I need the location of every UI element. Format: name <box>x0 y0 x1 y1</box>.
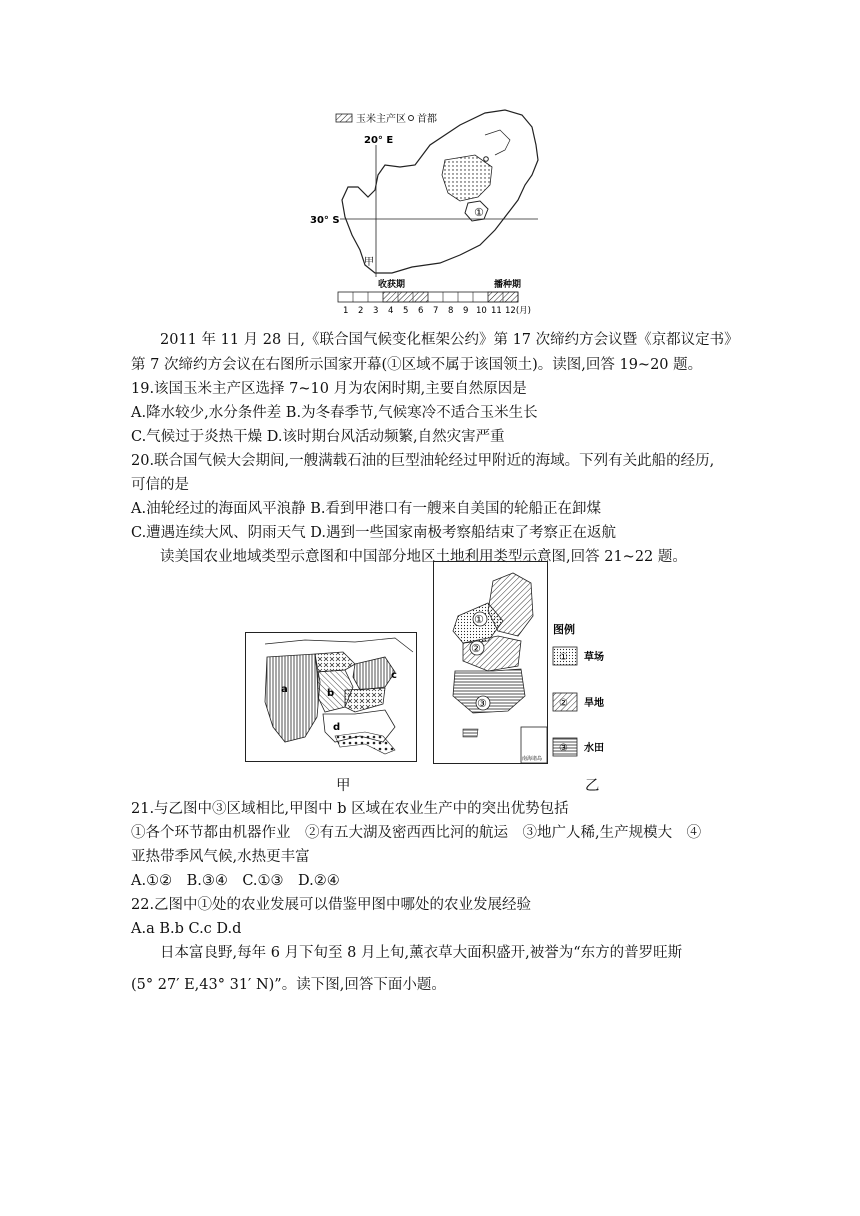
question-22: 22.乙图中①处的农业发展可以借鉴甲图中哪处的农业发展经验 <box>131 897 532 913</box>
question-20-options-cd: C.遭遇连续大风、阴雨天气 D.遇到一些国家南极考察船结束了考察正在返航 <box>131 525 617 541</box>
dairy-belt <box>315 652 355 672</box>
region-a <box>265 654 320 742</box>
caption-usa: 甲 <box>336 778 351 794</box>
region-a-label: a <box>281 684 288 695</box>
capital-legend-icon <box>409 116 414 121</box>
corn-legend-label: 玉米主产区 <box>356 114 406 125</box>
capital-icon <box>484 157 489 162</box>
lon-label: 20° E <box>364 135 394 146</box>
region-c <box>353 657 395 690</box>
point-jia-label: 甲 <box>364 257 374 268</box>
month-2: 2 <box>358 306 364 316</box>
legend-paddy-num: ③ <box>559 743 568 754</box>
legend-paddy-label: 水田 <box>584 743 604 754</box>
month-bar <box>338 292 518 302</box>
question-19-options-ab: A.降水较少,水分条件差 B.为冬春季节,气候寒冷不适合玉米生长 <box>131 405 538 421</box>
month-7: 7 <box>433 306 439 316</box>
question-21: 21.与乙图中③区域相比,甲图中 b 区域在农业生产中的突出优势包括 <box>131 801 569 817</box>
question-22-choices: A.a B.b C.c D.d <box>131 921 242 937</box>
month-10: 10 <box>476 306 487 316</box>
usa-agriculture-map <box>245 632 417 762</box>
legend-grassland-label: 草场 <box>584 652 604 663</box>
question-19-options-cd: C.气候过于炎热干燥 D.该时期台风活动频繁,自然灾害严重 <box>131 429 505 445</box>
corn-legend-swatch <box>336 114 352 122</box>
month-6: 6 <box>418 306 424 316</box>
question-20a: 20.联合国气候大会期间,一艘满载石油的巨型油轮经过甲附近的海域。下列有关此船的经历, <box>131 453 715 469</box>
lat-label: 30° S <box>310 215 340 226</box>
legend-dryland-num: ② <box>559 698 568 709</box>
south-africa-map <box>300 105 560 320</box>
intro-2: 读美国农业地域类型示意图和中国部分地区土地利用类型示意图,回答 21~22 题。 <box>160 549 687 565</box>
num-3-label: ③ <box>477 697 487 710</box>
harvest-label: 收获期 <box>378 280 406 290</box>
question-21-choices: A.①② B.③④ C.①③ D.②④ <box>131 873 340 889</box>
region-b-label: b <box>327 688 335 699</box>
capital-legend-label: 首都 <box>417 114 437 125</box>
question-20b: 可信的是 <box>131 477 189 493</box>
region-c-label: c <box>391 670 397 681</box>
question-19: 19.该国玉米主产区选择 7~10 月为农闲时期,主要自然原因是 <box>131 381 527 397</box>
gulf-coast-dots <box>335 732 395 754</box>
month-4: 4 <box>388 306 394 316</box>
month-3: 3 <box>373 306 379 316</box>
intro-3b: (5° 27′ E,43° 31′ N)”。读下图,回答下面小题。 <box>131 977 446 993</box>
legend-grassland-num: ① <box>559 652 568 663</box>
month-12: 12(月) <box>505 306 531 316</box>
month-9: 9 <box>463 306 469 316</box>
month-1: 1 <box>343 306 349 316</box>
question-21-options-1: ①各个环节都由机器作业 ②有五大湖及密西西比河的航运 ③地广人稀,生产规模大 ④ <box>131 825 702 841</box>
intro-3a: 日本富良野,每年 6 月下旬至 8 月上旬,薰衣草大面积盛开,被誉为“东方的普罗旺斯 <box>160 945 683 961</box>
intro-1b: 第 7 次缔约方会议在右图所示国家开幕(①区域不属于该国领土)。读图,回答 19~20 题。 <box>131 357 703 373</box>
num-2-label: ② <box>471 642 481 655</box>
hainan-island <box>463 729 478 737</box>
corn-region <box>442 155 492 201</box>
cotton-belt <box>345 688 385 712</box>
internal-border <box>485 130 510 155</box>
num-1-label: ① <box>474 613 484 626</box>
legend-dryland-label: 旱地 <box>584 698 604 709</box>
month-8: 8 <box>448 306 454 316</box>
china-landuse-map <box>433 561 623 765</box>
region-d-label: d <box>333 722 341 733</box>
month-11: 11 <box>491 306 502 316</box>
inset-label: 南海诸岛 <box>522 756 543 762</box>
legend-title: 图例 <box>553 623 575 636</box>
question-21-options-2: 亚热带季风气候,水热更丰富 <box>131 849 310 865</box>
canada-outline <box>265 638 413 652</box>
caption-china: 乙 <box>585 778 600 794</box>
intro-1a: 2011 年 11 月 28 日,《联合国气候变化框架公约》第 17 次缔约方会议暨《京都议定书》 <box>160 332 739 348</box>
month-5: 5 <box>403 306 409 316</box>
question-20-options-ab: A.油轮经过的海面风平浪静 B.看到甲港口有一艘来自美国的轮船正在卸煤 <box>131 501 601 517</box>
sowing-label: 播种期 <box>494 280 522 290</box>
region-1-label: ① <box>474 206 484 219</box>
